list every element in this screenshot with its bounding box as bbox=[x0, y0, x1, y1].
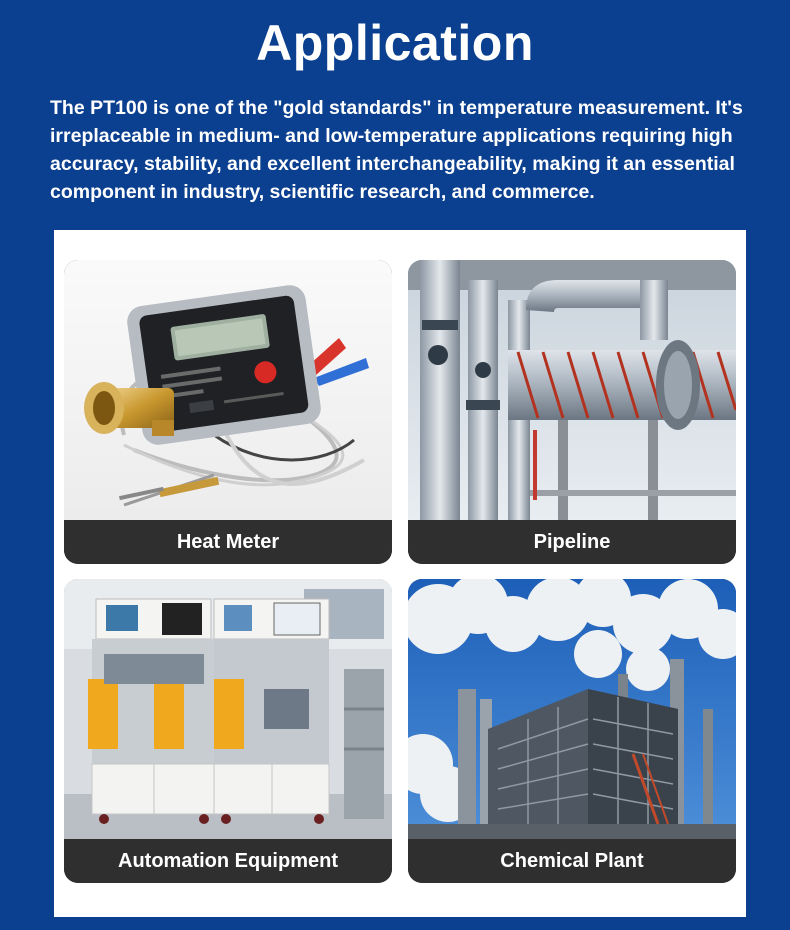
application-label: Chemical Plant bbox=[408, 839, 736, 883]
heat-meter-photo bbox=[64, 260, 392, 520]
intro-paragraph: The PT100 is one of the "gold standards" in temperature measurement. It's irreplaceable in medium- and low-temperature applications requiring high accuracy, stability, and excellent interchangeability, making it an essential component in industry, scientific research, and commerce. bbox=[50, 97, 743, 203]
application-card-automation-equipment bbox=[64, 579, 392, 883]
application-card-chemical-plant bbox=[408, 579, 736, 883]
application-card-heat-meter bbox=[64, 260, 392, 564]
application-card-pipeline bbox=[408, 260, 736, 564]
automation-equipment-photo bbox=[64, 579, 392, 839]
application-label: Automation Equipment bbox=[64, 839, 392, 883]
application-label: Pipeline bbox=[408, 520, 736, 564]
pipeline-photo bbox=[408, 260, 736, 520]
page-title: Application bbox=[256, 15, 534, 71]
application-label: Heat Meter bbox=[64, 520, 392, 564]
chemical-plant-photo bbox=[408, 579, 736, 839]
applications-panel bbox=[54, 230, 746, 917]
